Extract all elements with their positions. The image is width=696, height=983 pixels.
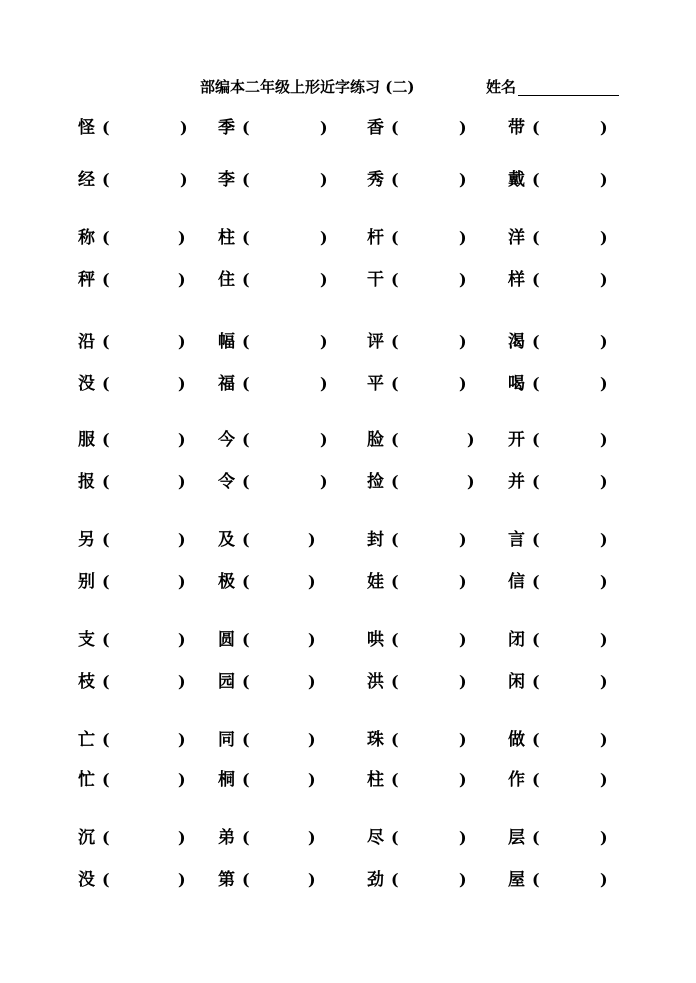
close-paren: ) bbox=[320, 332, 328, 351]
close-paren: ) bbox=[308, 672, 316, 691]
close-paren: ) bbox=[178, 228, 186, 247]
character: 另 bbox=[78, 530, 95, 550]
character: 屋 bbox=[508, 870, 525, 890]
close-paren: ) bbox=[459, 374, 467, 393]
open-paren: ( bbox=[532, 572, 540, 591]
close-paren: ) bbox=[459, 332, 467, 351]
close-paren: ) bbox=[320, 430, 328, 449]
character: 令 bbox=[218, 472, 235, 492]
close-paren: ) bbox=[320, 118, 328, 137]
open-paren: ( bbox=[242, 430, 250, 449]
close-paren: ) bbox=[308, 770, 316, 789]
open-paren: ( bbox=[242, 870, 250, 889]
open-paren: ( bbox=[532, 672, 540, 691]
character: 忙 bbox=[78, 770, 95, 790]
character: 柱 bbox=[218, 228, 235, 248]
open-paren: ( bbox=[391, 430, 399, 449]
open-paren: ( bbox=[391, 770, 399, 789]
character: 样 bbox=[508, 270, 525, 290]
character: 沉 bbox=[78, 828, 95, 848]
close-paren: ) bbox=[600, 472, 608, 491]
close-paren: ) bbox=[308, 630, 316, 649]
close-paren: ) bbox=[308, 828, 316, 847]
close-paren: ) bbox=[459, 828, 467, 847]
open-paren: ( bbox=[102, 472, 110, 491]
open-paren: ( bbox=[102, 170, 110, 189]
close-paren: ) bbox=[308, 530, 316, 549]
open-paren: ( bbox=[391, 472, 399, 491]
close-paren: ) bbox=[600, 870, 608, 889]
character: 干 bbox=[367, 270, 384, 290]
character: 作 bbox=[508, 770, 525, 790]
open-paren: ( bbox=[242, 472, 250, 491]
close-paren: ) bbox=[178, 870, 186, 889]
character: 渴 bbox=[508, 332, 525, 352]
open-paren: ( bbox=[532, 730, 540, 749]
close-paren: ) bbox=[600, 530, 608, 549]
close-paren: ) bbox=[178, 472, 186, 491]
open-paren: ( bbox=[242, 530, 250, 549]
character: 开 bbox=[508, 430, 525, 450]
worksheet-title: 部编本二年级上形近字练习 (二) bbox=[200, 78, 415, 96]
character: 同 bbox=[218, 730, 235, 750]
character: 戴 bbox=[508, 170, 525, 190]
close-paren: ) bbox=[178, 530, 186, 549]
close-paren: ) bbox=[308, 572, 316, 591]
character: 捡 bbox=[367, 472, 384, 492]
character: 带 bbox=[508, 118, 525, 138]
open-paren: ( bbox=[532, 472, 540, 491]
open-paren: ( bbox=[242, 672, 250, 691]
open-paren: ( bbox=[391, 672, 399, 691]
open-paren: ( bbox=[391, 572, 399, 591]
open-paren: ( bbox=[102, 430, 110, 449]
character: 封 bbox=[367, 530, 384, 550]
open-paren: ( bbox=[391, 170, 399, 189]
close-paren: ) bbox=[180, 118, 188, 137]
character: 杆 bbox=[367, 228, 384, 248]
close-paren: ) bbox=[600, 572, 608, 591]
character: 极 bbox=[218, 572, 235, 592]
name-blank-line[interactable] bbox=[518, 95, 619, 96]
character: 珠 bbox=[367, 730, 384, 750]
character: 闲 bbox=[508, 672, 525, 692]
close-paren: ) bbox=[459, 770, 467, 789]
close-paren: ) bbox=[308, 730, 316, 749]
close-paren: ) bbox=[600, 770, 608, 789]
character: 第 bbox=[218, 870, 235, 890]
character: 亡 bbox=[78, 730, 95, 750]
open-paren: ( bbox=[102, 270, 110, 289]
close-paren: ) bbox=[320, 472, 328, 491]
character: 称 bbox=[78, 228, 95, 248]
character: 李 bbox=[218, 170, 235, 190]
character: 住 bbox=[218, 270, 235, 290]
close-paren: ) bbox=[308, 870, 316, 889]
open-paren: ( bbox=[532, 770, 540, 789]
character: 弟 bbox=[218, 828, 235, 848]
character: 哄 bbox=[367, 630, 384, 650]
character: 怪 bbox=[78, 118, 95, 138]
close-paren: ) bbox=[467, 472, 475, 491]
close-paren: ) bbox=[178, 572, 186, 591]
close-paren: ) bbox=[320, 374, 328, 393]
character: 今 bbox=[218, 430, 235, 450]
character: 枝 bbox=[78, 672, 95, 692]
character: 福 bbox=[218, 374, 235, 394]
character: 评 bbox=[367, 332, 384, 352]
close-paren: ) bbox=[600, 170, 608, 189]
open-paren: ( bbox=[102, 630, 110, 649]
open-paren: ( bbox=[242, 730, 250, 749]
character: 没 bbox=[78, 870, 95, 890]
open-paren: ( bbox=[242, 630, 250, 649]
character: 报 bbox=[78, 472, 95, 492]
name-field[interactable] bbox=[486, 76, 516, 98]
open-paren: ( bbox=[102, 332, 110, 351]
character: 信 bbox=[508, 572, 525, 592]
open-paren: ( bbox=[242, 332, 250, 351]
close-paren: ) bbox=[178, 828, 186, 847]
close-paren: ) bbox=[178, 730, 186, 749]
character: 园 bbox=[218, 672, 235, 692]
close-paren: ) bbox=[178, 374, 186, 393]
character: 脸 bbox=[367, 430, 384, 450]
character: 喝 bbox=[508, 374, 525, 394]
close-paren: ) bbox=[320, 228, 328, 247]
open-paren: ( bbox=[391, 530, 399, 549]
character: 劲 bbox=[367, 870, 384, 890]
close-paren: ) bbox=[180, 170, 188, 189]
open-paren: ( bbox=[102, 228, 110, 247]
close-paren: ) bbox=[459, 118, 467, 137]
open-paren: ( bbox=[532, 530, 540, 549]
open-paren: ( bbox=[532, 118, 540, 137]
close-paren: ) bbox=[178, 770, 186, 789]
open-paren: ( bbox=[391, 118, 399, 137]
open-paren: ( bbox=[102, 374, 110, 393]
character: 服 bbox=[78, 430, 95, 450]
character: 秀 bbox=[367, 170, 384, 190]
close-paren: ) bbox=[459, 630, 467, 649]
open-paren: ( bbox=[532, 828, 540, 847]
open-paren: ( bbox=[391, 828, 399, 847]
open-paren: ( bbox=[391, 270, 399, 289]
close-paren: ) bbox=[467, 430, 475, 449]
close-paren: ) bbox=[459, 672, 467, 691]
close-paren: ) bbox=[459, 170, 467, 189]
character: 桐 bbox=[218, 770, 235, 790]
character: 尽 bbox=[367, 828, 384, 848]
open-paren: ( bbox=[102, 870, 110, 889]
open-paren: ( bbox=[242, 374, 250, 393]
character: 娃 bbox=[367, 572, 384, 592]
character: 平 bbox=[367, 374, 384, 394]
open-paren: ( bbox=[391, 332, 399, 351]
open-paren: ( bbox=[102, 828, 110, 847]
close-paren: ) bbox=[600, 118, 608, 137]
close-paren: ) bbox=[600, 374, 608, 393]
character: 言 bbox=[508, 530, 525, 550]
close-paren: ) bbox=[178, 332, 186, 351]
close-paren: ) bbox=[459, 572, 467, 591]
open-paren: ( bbox=[391, 228, 399, 247]
open-paren: ( bbox=[242, 770, 250, 789]
close-paren: ) bbox=[459, 730, 467, 749]
character: 别 bbox=[78, 572, 95, 592]
character: 做 bbox=[508, 730, 525, 750]
close-paren: ) bbox=[600, 332, 608, 351]
character: 没 bbox=[78, 374, 95, 394]
open-paren: ( bbox=[532, 170, 540, 189]
close-paren: ) bbox=[600, 228, 608, 247]
open-paren: ( bbox=[532, 228, 540, 247]
open-paren: ( bbox=[242, 572, 250, 591]
open-paren: ( bbox=[532, 870, 540, 889]
close-paren: ) bbox=[459, 870, 467, 889]
close-paren: ) bbox=[178, 270, 186, 289]
open-paren: ( bbox=[102, 118, 110, 137]
open-paren: ( bbox=[391, 374, 399, 393]
open-paren: ( bbox=[242, 228, 250, 247]
character: 支 bbox=[78, 630, 95, 650]
open-paren: ( bbox=[102, 730, 110, 749]
open-paren: ( bbox=[391, 630, 399, 649]
open-paren: ( bbox=[102, 672, 110, 691]
open-paren: ( bbox=[391, 870, 399, 889]
close-paren: ) bbox=[600, 270, 608, 289]
character: 香 bbox=[367, 118, 384, 138]
close-paren: ) bbox=[600, 630, 608, 649]
open-paren: ( bbox=[391, 730, 399, 749]
character: 并 bbox=[508, 472, 525, 492]
character: 圆 bbox=[218, 630, 235, 650]
open-paren: ( bbox=[532, 430, 540, 449]
character: 洋 bbox=[508, 228, 525, 248]
close-paren: ) bbox=[178, 430, 186, 449]
close-paren: ) bbox=[178, 630, 186, 649]
open-paren: ( bbox=[532, 630, 540, 649]
open-paren: ( bbox=[102, 530, 110, 549]
open-paren: ( bbox=[102, 770, 110, 789]
open-paren: ( bbox=[242, 118, 250, 137]
close-paren: ) bbox=[600, 730, 608, 749]
character: 及 bbox=[218, 530, 235, 550]
character: 经 bbox=[78, 170, 95, 190]
open-paren: ( bbox=[102, 572, 110, 591]
open-paren: ( bbox=[242, 170, 250, 189]
character: 沿 bbox=[78, 332, 95, 352]
open-paren: ( bbox=[532, 270, 540, 289]
close-paren: ) bbox=[459, 270, 467, 289]
character: 幅 bbox=[218, 332, 235, 352]
open-paren: ( bbox=[532, 332, 540, 351]
character: 秤 bbox=[78, 270, 95, 290]
character: 洪 bbox=[367, 672, 384, 692]
open-paren: ( bbox=[242, 828, 250, 847]
character: 闭 bbox=[508, 630, 525, 650]
close-paren: ) bbox=[178, 672, 186, 691]
close-paren: ) bbox=[600, 828, 608, 847]
close-paren: ) bbox=[600, 672, 608, 691]
character: 层 bbox=[508, 828, 525, 848]
open-paren: ( bbox=[532, 374, 540, 393]
close-paren: ) bbox=[459, 530, 467, 549]
close-paren: ) bbox=[459, 228, 467, 247]
close-paren: ) bbox=[600, 430, 608, 449]
open-paren: ( bbox=[242, 270, 250, 289]
close-paren: ) bbox=[320, 270, 328, 289]
character: 季 bbox=[218, 118, 235, 138]
name-label: 姓名 bbox=[486, 78, 517, 96]
close-paren: ) bbox=[320, 170, 328, 189]
character: 柱 bbox=[367, 770, 384, 790]
